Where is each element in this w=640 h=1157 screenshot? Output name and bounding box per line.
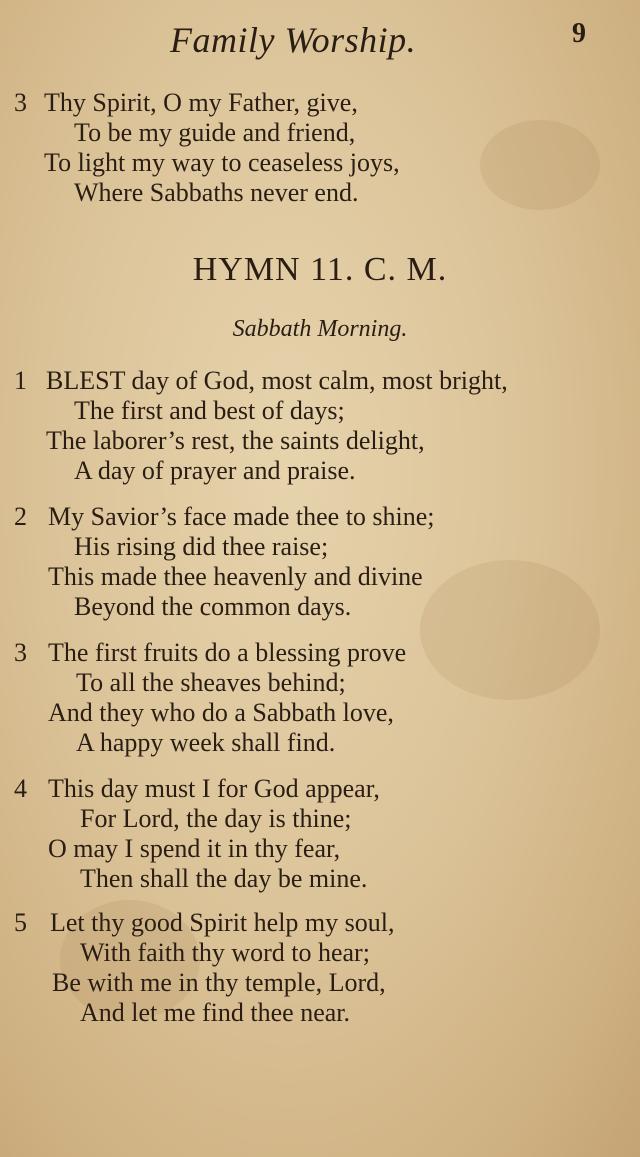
stanza-number: 1 — [14, 366, 27, 395]
verse-line: Be with me in thy temple, Lord, — [52, 968, 386, 997]
verse-line: Beyond the common days. — [74, 592, 352, 621]
verse-line: To light my way to ceaseless joys, — [44, 148, 400, 177]
stanza-number: 5 — [14, 908, 27, 937]
hymn-title: HYMN 11. C. M. — [192, 251, 448, 288]
verse-line: To all the sheaves behind; — [76, 668, 346, 697]
verse-line: My Savior’s face made thee to shine; — [48, 502, 435, 531]
verse-line: A day of prayer and praise. — [74, 456, 356, 485]
verse-line: A happy week shall find. — [76, 728, 336, 757]
verse-line: For Lord, the day is thine; — [80, 804, 352, 833]
verse-line: And let me find thee near. — [80, 998, 351, 1027]
verse-line: And they who do a Sabbath love, — [48, 698, 394, 727]
stanza-number: 2 — [14, 502, 27, 531]
verse-line: The laborer’s rest, the saints delight, — [46, 426, 425, 455]
verse-line: The first fruits do a blessing prove — [48, 638, 407, 667]
verse-line: O may I spend it in thy fear, — [48, 834, 341, 863]
verse-line: To be my guide and friend, — [74, 118, 356, 147]
paper-stain — [480, 120, 600, 210]
verse-line: The first and best of days; — [74, 396, 345, 425]
verse-line: This made thee heavenly and divine — [48, 562, 423, 591]
verse-line: Then shall the day be mine. — [80, 864, 368, 893]
running-head — [0, 18, 640, 62]
hymn-subtitle: Sabbath Morning. — [232, 316, 408, 342]
verse-line: BLEST day of God, most calm, most bright, — [46, 366, 508, 395]
stanza-number: 3 — [14, 638, 27, 667]
stanza-number: 3 — [14, 88, 27, 117]
verse-line: His rising did thee raise; — [74, 532, 329, 561]
verse-line: With faith thy word to hear; — [80, 938, 370, 967]
verse-line: Where Sabbaths never end. — [74, 178, 359, 207]
verse-line: Let thy good Spirit help my soul, — [50, 908, 395, 937]
page-number: 9 — [572, 18, 586, 49]
stanza-number: 4 — [14, 774, 27, 803]
paper-stain — [420, 560, 600, 700]
verse-line: This day must I for God appear, — [48, 774, 380, 803]
verse-line: Thy Spirit, O my Father, give, — [44, 88, 358, 117]
running-title: Family Worship. — [170, 20, 417, 60]
